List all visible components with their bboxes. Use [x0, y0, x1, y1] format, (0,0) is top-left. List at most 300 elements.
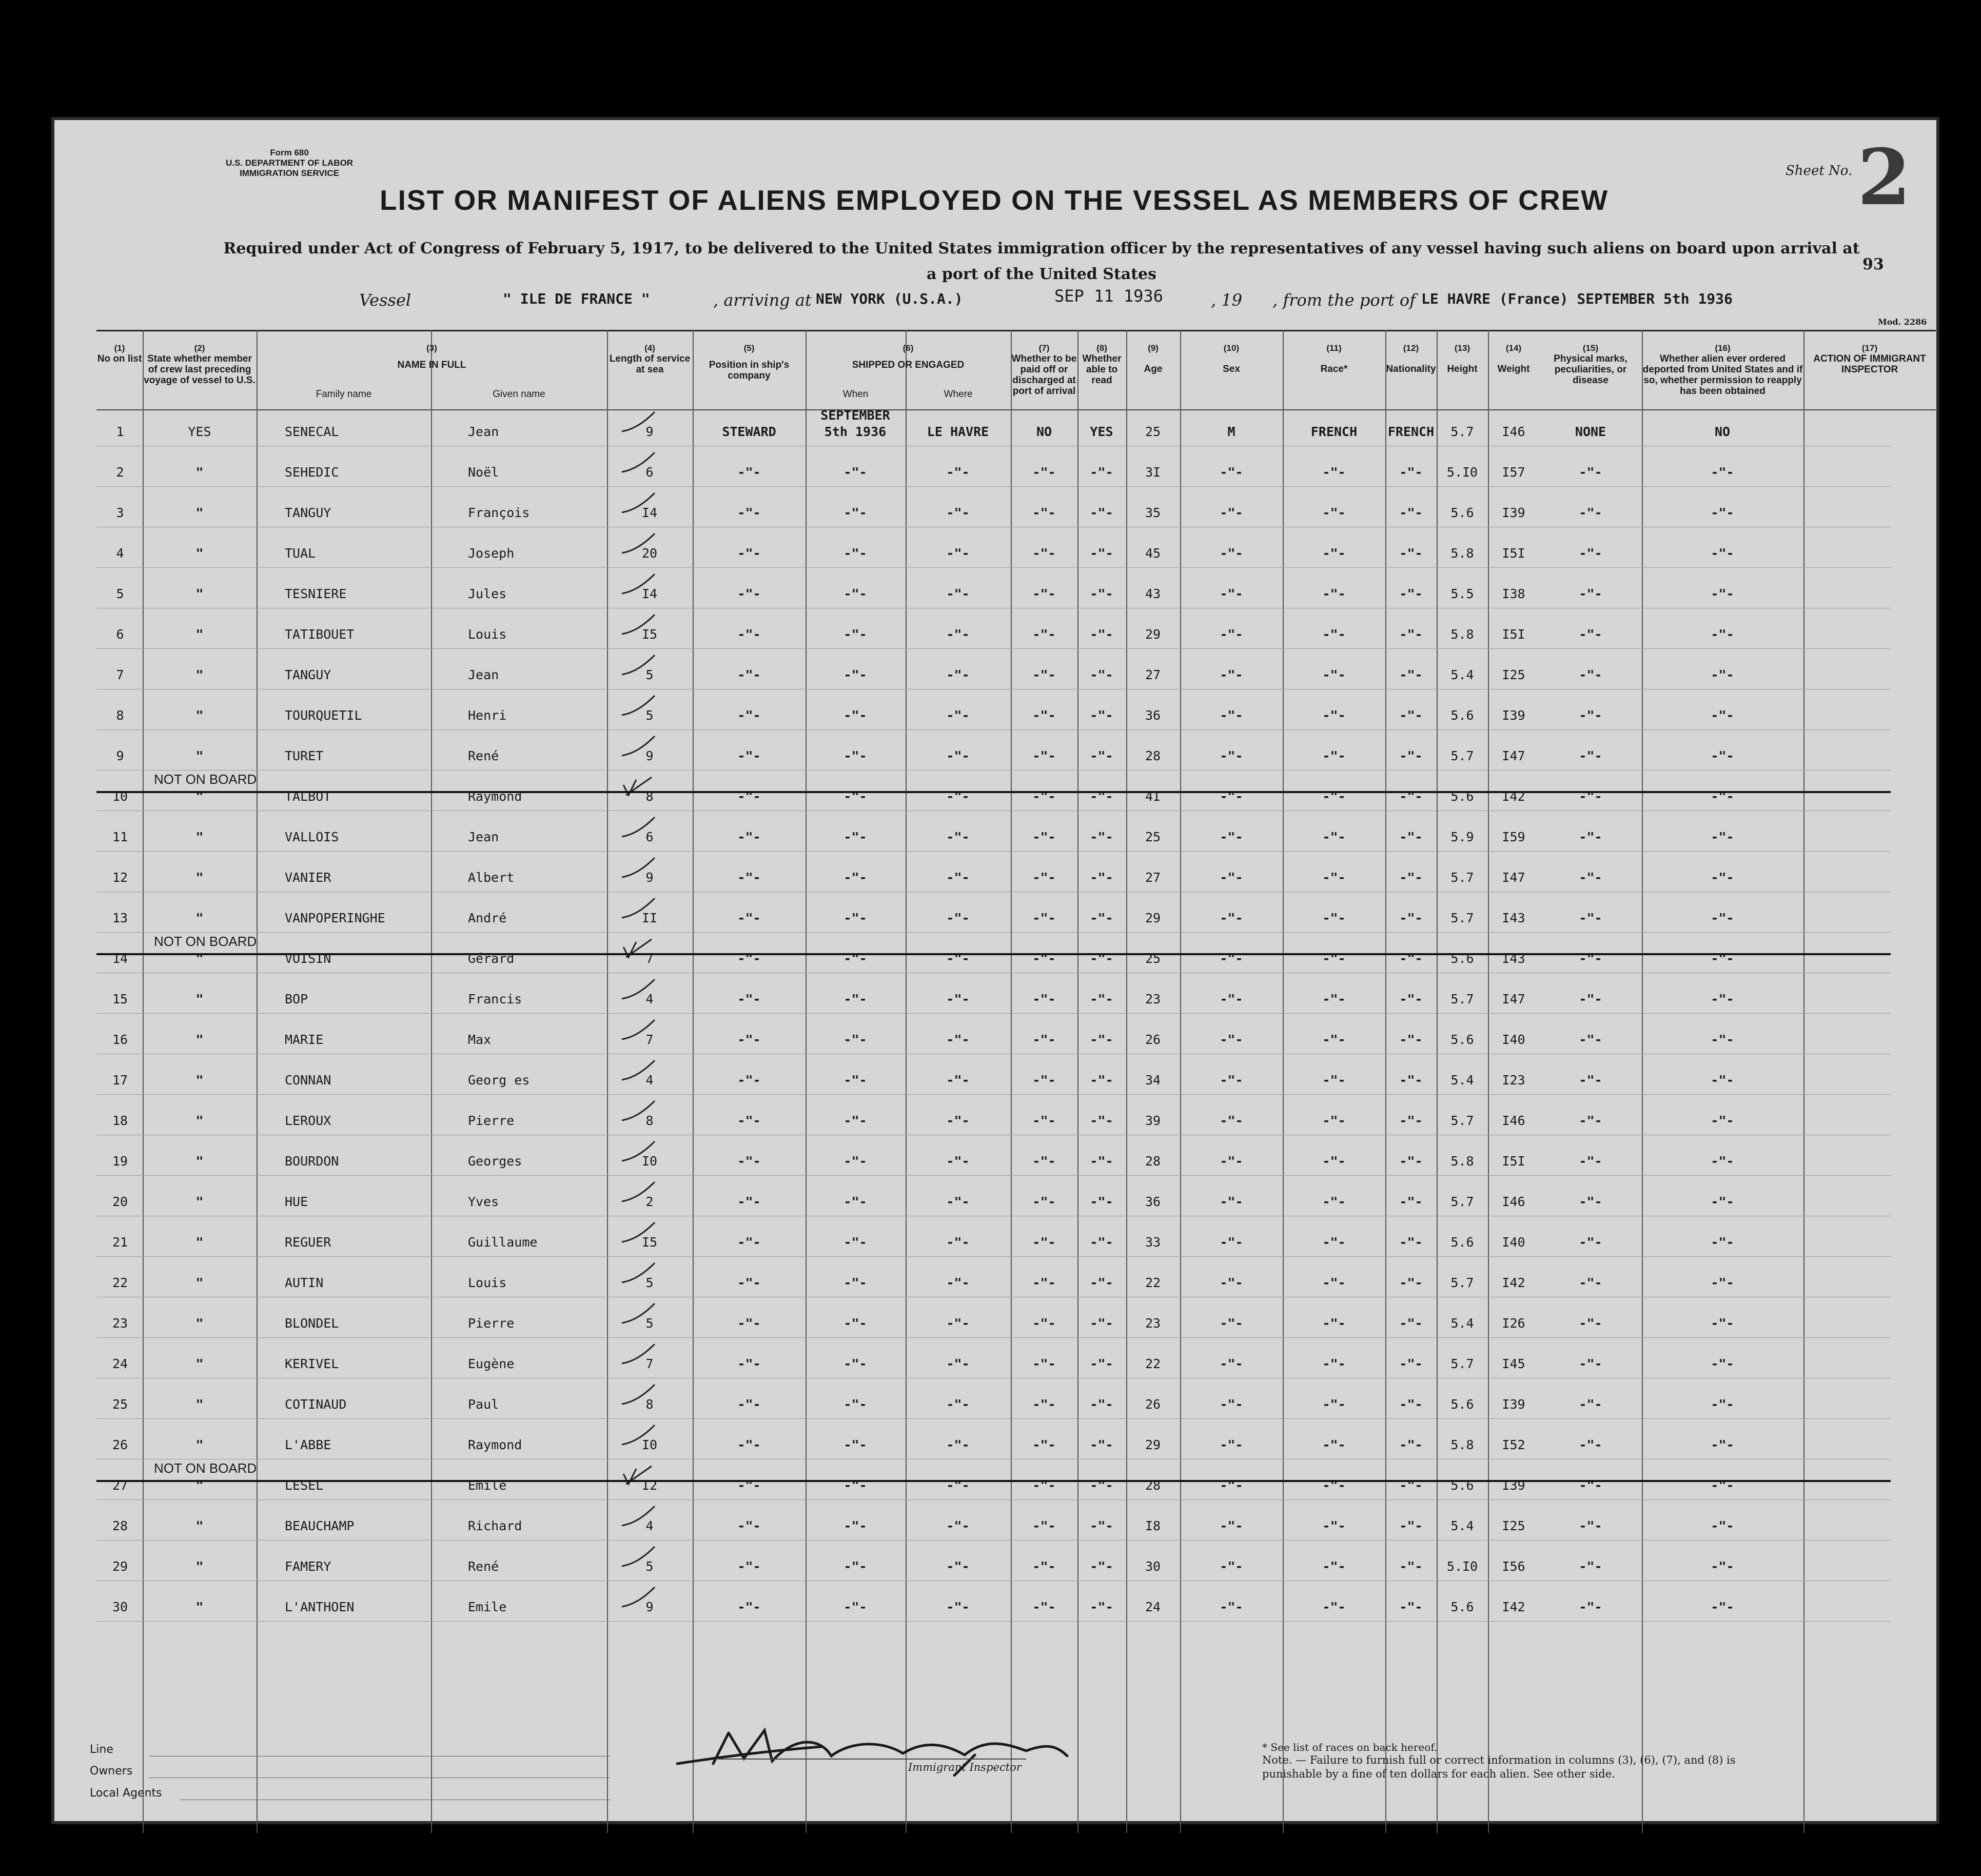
height-cell: 5.6: [1450, 1599, 1474, 1614]
given-name-cell: Jean: [468, 830, 499, 844]
ditto-cell: -"-: [737, 748, 761, 763]
ditto-cell: -"-: [1579, 505, 1602, 520]
check-mark: [621, 1139, 657, 1165]
ditto-cell: -"-: [844, 789, 867, 804]
check-mark: [621, 1261, 657, 1287]
crew-status-cell: ": [195, 1437, 204, 1452]
given-name-cell: Georges: [468, 1154, 522, 1169]
check-mark: [621, 653, 657, 679]
ditto-cell: -"-: [737, 627, 761, 642]
ditto-cell: -"-: [1322, 1154, 1346, 1169]
signature-line: [718, 1759, 1026, 1760]
ditto-cell: -"-: [1322, 789, 1346, 804]
ditto-cell: -"-: [946, 1316, 970, 1331]
ditto-cell: -"-: [1322, 992, 1346, 1006]
ditto-cell: -"-: [844, 667, 867, 682]
given-name-cell: Pierre: [468, 1113, 515, 1128]
department-name: U.S. DEPARTMENT OF LABOR: [226, 158, 354, 168]
service-length-cell: 7: [645, 951, 654, 966]
ditto-cell: -"-: [1399, 992, 1423, 1006]
ditto-cell: -"-: [1032, 667, 1056, 682]
service-length-cell: 5: [645, 667, 654, 682]
age-cell: 4I: [1145, 789, 1161, 804]
weight-cell: I38: [1502, 586, 1525, 601]
ditto-cell: -"-: [1711, 1235, 1734, 1250]
ditto-cell: -"-: [1711, 667, 1734, 682]
row-number: 29: [112, 1559, 128, 1574]
ditto-cell: -"-: [1220, 546, 1243, 561]
ditto-cell: -"-: [1579, 1194, 1602, 1209]
weight-cell: I42: [1502, 1275, 1525, 1290]
height-cell: 5.7: [1450, 1113, 1474, 1128]
crew-status-cell: ": [195, 1032, 204, 1047]
age-cell: 26: [1145, 1397, 1161, 1412]
row-number: 21: [112, 1235, 128, 1250]
ditto-cell: -"-: [1399, 911, 1423, 925]
crew-status-cell: ": [195, 748, 204, 763]
check-mark: [621, 1018, 657, 1043]
ditto-cell: -"-: [1399, 1073, 1423, 1088]
ditto-cell: -"-: [737, 1113, 761, 1128]
sheet-number: 2: [1857, 132, 1911, 223]
shipped-when-cell: 5th 1936: [824, 424, 887, 439]
ditto-cell: -"-: [1220, 1032, 1243, 1047]
ditto-cell: -"-: [1032, 1518, 1056, 1533]
ditto-cell: -"-: [946, 951, 970, 966]
table-row: [51, 892, 1891, 933]
ditto-cell: -"-: [1032, 1073, 1056, 1088]
ditto-cell: -"-: [1090, 789, 1113, 804]
service-length-cell: 20: [641, 546, 658, 561]
ditto-cell: -"-: [1220, 465, 1243, 480]
table-row: [51, 568, 1891, 608]
table-row: [51, 649, 1891, 689]
height-cell: 5.6: [1450, 1478, 1474, 1493]
col-deported-header: [1642, 343, 1803, 397]
ditto-cell: -"-: [1322, 586, 1346, 601]
ditto-cell: -"-: [1032, 1397, 1056, 1412]
ditto-cell: -"-: [1220, 870, 1243, 885]
col-label: Age: [1144, 364, 1163, 374]
given-name-cell: Louis: [468, 627, 507, 642]
corner-number: 93: [1862, 255, 1884, 273]
col-number: (16): [1715, 343, 1731, 353]
age-cell: 22: [1145, 1275, 1161, 1290]
able-to-read-cell: YES: [1090, 424, 1113, 439]
ditto-cell: -"-: [1399, 1316, 1423, 1331]
ditto-cell: -"-: [1399, 1194, 1423, 1209]
ditto-cell: -"-: [1090, 1559, 1113, 1574]
col-number: (15): [1582, 343, 1599, 353]
check-mark: [621, 856, 657, 881]
row-number: 2: [116, 465, 124, 480]
ditto-cell: -"-: [737, 1437, 761, 1452]
ditto-cell: -"-: [1220, 586, 1243, 601]
row-number: 23: [112, 1316, 128, 1331]
height-cell: 5.8: [1450, 627, 1474, 642]
ditto-cell: -"-: [946, 1154, 970, 1169]
strike-through-line: [96, 1480, 1891, 1482]
ditto-cell: -"-: [946, 1397, 970, 1412]
check-mark: [621, 1464, 657, 1489]
ditto-cell: -"-: [1322, 1032, 1346, 1047]
col-number: (10): [1223, 343, 1240, 353]
family-name-cell: TOURQUETIL: [285, 708, 362, 723]
ditto-cell: -"-: [844, 1599, 867, 1614]
ditto-cell: -"-: [1579, 1559, 1602, 1574]
service-length-cell: 5: [645, 1559, 654, 1574]
ditto-cell: -"-: [1090, 748, 1113, 763]
ditto-cell: -"-: [844, 1154, 867, 1169]
service-length-cell: 6: [645, 830, 654, 844]
service-length-cell: 9: [645, 870, 654, 885]
line-label: Line: [90, 1743, 113, 1756]
ditto-cell: -"-: [1711, 1397, 1734, 1412]
ditto-cell: -"-: [1220, 830, 1243, 844]
family-name-cell: SEHEDIC: [285, 465, 339, 480]
height-cell: 5.7: [1450, 1194, 1474, 1209]
ditto-cell: -"-: [1032, 1154, 1056, 1169]
age-cell: 34: [1145, 1073, 1161, 1088]
ditto-cell: -"-: [1090, 505, 1113, 520]
ditto-cell: -"-: [1399, 667, 1423, 682]
family-name-cell: TUAL: [285, 546, 316, 561]
ditto-cell: -"-: [1579, 992, 1602, 1006]
height-cell: 5.4: [1450, 1518, 1474, 1533]
ditto-cell: -"-: [1711, 1356, 1734, 1371]
note-text: — Failure to furnish full or correct information in columns (3), (6), (7), and (8) is punishable by a fine of ten dollars for each alien. See other side.: [1262, 1754, 1736, 1780]
family-name-cell: TANGUY: [285, 667, 331, 682]
ditto-cell: -"-: [1220, 627, 1243, 642]
ditto-cell: -"-: [1032, 586, 1056, 601]
physical-marks-cell: NONE: [1575, 424, 1606, 439]
ditto-cell: -"-: [1090, 870, 1113, 885]
check-mark: [621, 977, 657, 1003]
ditto-cell: -"-: [844, 1235, 867, 1250]
check-mark: [621, 775, 657, 800]
ditto-cell: -"-: [1711, 911, 1734, 925]
ditto-cell: -"-: [1579, 748, 1602, 763]
ditto-cell: -"-: [1579, 1235, 1602, 1250]
weight-cell: I25: [1502, 1518, 1525, 1533]
service-length-cell: 8: [645, 1113, 654, 1128]
given-name-cell: Yves: [468, 1194, 499, 1209]
ditto-cell: -"-: [1032, 1275, 1056, 1290]
col-label: Length of service at sea: [609, 353, 691, 375]
row-number: 26: [112, 1437, 128, 1452]
ditto-cell: -"-: [1399, 1113, 1423, 1128]
ditto-cell: -"-: [1090, 1356, 1113, 1371]
ditto-cell: -"-: [844, 1437, 867, 1452]
service-length-cell: 9: [645, 748, 654, 763]
ditto-cell: -"-: [1579, 1397, 1602, 1412]
ditto-cell: -"-: [1711, 627, 1734, 642]
ditto-cell: -"-: [1220, 748, 1243, 763]
vessel-name: " ILE DE FRANCE ": [503, 290, 650, 307]
height-cell: 5.6: [1450, 505, 1474, 520]
age-cell: 39: [1145, 1113, 1161, 1128]
ditto-cell: -"-: [1579, 667, 1602, 682]
ditto-cell: -"-: [1090, 992, 1113, 1006]
weight-cell: I39: [1502, 708, 1525, 723]
ditto-cell: -"-: [946, 1275, 970, 1290]
ditto-cell: -"-: [1711, 830, 1734, 844]
ditto-cell: -"-: [1032, 465, 1056, 480]
check-mark: [621, 1545, 657, 1570]
family-name-cell: L'ANTHOEN: [285, 1599, 355, 1614]
ditto-cell: -"-: [1711, 1518, 1734, 1533]
ditto-cell: -"-: [946, 1559, 970, 1574]
form-identifier: [226, 148, 353, 179]
ditto-cell: -"-: [1399, 870, 1423, 885]
ditto-cell: -"-: [946, 1032, 970, 1047]
weight-cell: I42: [1502, 1599, 1525, 1614]
service-length-cell: 5: [645, 708, 654, 723]
weight-cell: I46: [1502, 424, 1525, 439]
shipped-when-subheader: When: [842, 389, 869, 400]
col-number: (1): [114, 343, 125, 353]
ditto-cell: -"-: [1220, 708, 1243, 723]
ditto-cell: -"-: [737, 1235, 761, 1250]
col-weight-header: [1488, 343, 1539, 374]
col-label: Nationality: [1386, 364, 1436, 374]
ditto-cell: -"-: [1399, 1235, 1423, 1250]
ditto-cell: -"-: [844, 1275, 867, 1290]
ditto-cell: -"-: [1399, 586, 1423, 601]
height-cell: 5.7: [1450, 911, 1474, 925]
weight-cell: I43: [1502, 911, 1525, 925]
age-cell: 27: [1145, 870, 1161, 885]
col-number: (7): [1038, 343, 1050, 353]
row-number: 7: [116, 667, 124, 682]
family-name-cell: SENECAL: [285, 424, 339, 439]
ditto-cell: -"-: [1032, 1235, 1056, 1250]
ditto-cell: -"-: [1032, 1113, 1056, 1128]
ditto-cell: -"-: [946, 1599, 970, 1614]
weight-cell: I47: [1502, 748, 1525, 763]
ditto-cell: -"-: [946, 1194, 970, 1209]
ditto-cell: -"-: [1579, 1154, 1602, 1169]
ditto-cell: -"-: [1711, 465, 1734, 480]
ditto-cell: -"-: [1090, 911, 1113, 925]
ditto-cell: -"-: [946, 789, 970, 804]
not-on-board-note: NOT ON BOARD: [154, 934, 257, 949]
table-row: [51, 1095, 1891, 1135]
ditto-cell: -"-: [1579, 546, 1602, 561]
height-cell: 5.6: [1450, 789, 1474, 804]
col-label: Whether able to read: [1082, 353, 1122, 386]
ditto-cell: -"-: [1322, 465, 1346, 480]
ditto-cell: -"-: [737, 789, 761, 804]
page-title: LIST OR MANIFEST OF ALIENS EMPLOYED ON THE VESSEL AS MEMBERS OF CREW: [380, 184, 1609, 216]
col-number: (17): [1861, 343, 1878, 353]
family-name-cell: TALBOT: [285, 789, 331, 804]
col-label: No on list: [97, 353, 142, 364]
table-row: [51, 446, 1891, 487]
ditto-cell: -"-: [737, 1356, 761, 1371]
ditto-cell: -"-: [1220, 789, 1243, 804]
ditto-cell: -"-: [1322, 1235, 1346, 1250]
ditto-cell: -"-: [946, 708, 970, 723]
ditto-cell: -"-: [1220, 1235, 1243, 1250]
weight-cell: I39: [1502, 505, 1525, 520]
height-cell: 5.I0: [1446, 465, 1478, 480]
ditto-cell: -"-: [1711, 1559, 1734, 1574]
ditto-cell: -"-: [1322, 1518, 1346, 1533]
date-stamp: SEP 11 1936: [1054, 286, 1163, 306]
weight-cell: I5I: [1502, 627, 1525, 642]
service-length-cell: I2: [641, 1478, 658, 1493]
ditto-cell: -"-: [844, 1478, 867, 1493]
age-cell: 33: [1145, 1235, 1161, 1250]
crew-status-cell: ": [195, 1316, 204, 1331]
check-mark: [621, 450, 657, 476]
table-row: [51, 1581, 1891, 1622]
check-mark: [621, 815, 657, 841]
ditto-cell: -"-: [946, 748, 970, 763]
ditto-cell: -"-: [1711, 1194, 1734, 1209]
age-cell: I8: [1145, 1518, 1161, 1533]
ditto-cell: -"-: [1579, 789, 1602, 804]
ditto-cell: -"-: [737, 830, 761, 844]
family-name-cell: MARIE: [285, 1032, 324, 1047]
ditto-cell: -"-: [1711, 951, 1734, 966]
height-cell: 5.7: [1450, 1356, 1474, 1371]
family-name-cell: VOISIN: [285, 951, 331, 966]
ditto-cell: -"-: [844, 870, 867, 885]
ditto-cell: -"-: [1220, 1356, 1243, 1371]
weight-cell: I46: [1502, 1194, 1525, 1209]
from-port: LE HAVRE (France) SEPTEMBER 5th 1936: [1421, 290, 1733, 307]
family-name-cell: TATIBOUET: [285, 627, 355, 642]
form-number: Form 680: [270, 148, 309, 157]
ditto-cell: -"-: [844, 1113, 867, 1128]
row-number: 14: [112, 951, 128, 966]
ditto-cell: -"-: [1711, 586, 1734, 601]
page-subtitle: Required under Act of Congress of February 5, 1917, to be delivered to the United States immigration officer by the representatives of any vessel having such aliens on board upon arrival at a port of the United States: [223, 240, 1860, 283]
weight-cell: I46: [1502, 1113, 1525, 1128]
table-row: [51, 852, 1891, 892]
weight-cell: I59: [1502, 830, 1525, 844]
family-name-cell: VANPOPERINGHE: [285, 911, 385, 925]
height-cell: 5.6: [1450, 1397, 1474, 1412]
given-name-cell: Emile: [468, 1478, 507, 1493]
family-name-cell: CONNAN: [285, 1073, 331, 1088]
ditto-cell: -"-: [1711, 1073, 1734, 1088]
ditto-cell: -"-: [844, 1316, 867, 1331]
ditto-cell: -"-: [1032, 992, 1056, 1006]
ditto-cell: -"-: [844, 1518, 867, 1533]
crew-status-cell: ": [195, 627, 204, 642]
ditto-cell: -"-: [737, 870, 761, 885]
ditto-cell: -"-: [1032, 748, 1056, 763]
height-cell: 5.8: [1450, 546, 1474, 561]
note-label: Note.: [1262, 1754, 1292, 1766]
col-number: (12): [1403, 343, 1419, 353]
strike-through-line: [96, 791, 1891, 793]
col-label: Position in ship's company: [709, 360, 790, 381]
age-cell: 36: [1145, 708, 1161, 723]
ditto-cell: -"-: [1032, 830, 1056, 844]
ditto-cell: -"-: [1090, 465, 1113, 480]
given-name-cell: Pierre: [468, 1316, 515, 1331]
ditto-cell: -"-: [1032, 1032, 1056, 1047]
ditto-cell: -"-: [1032, 708, 1056, 723]
ditto-cell: -"-: [1711, 505, 1734, 520]
height-cell: 5.6: [1450, 708, 1474, 723]
ditto-cell: -"-: [1399, 830, 1423, 844]
ditto-cell: -"-: [1399, 1032, 1423, 1047]
ditto-cell: -"-: [1322, 951, 1346, 966]
row-number: 30: [112, 1599, 128, 1614]
row-number: 28: [112, 1518, 128, 1533]
ditto-cell: -"-: [1399, 546, 1423, 561]
weight-cell: I5I: [1502, 1154, 1525, 1169]
weight-cell: I52: [1502, 1437, 1525, 1452]
ditto-cell: -"-: [1322, 667, 1346, 682]
table-row: [51, 608, 1891, 649]
ditto-cell: -"-: [1220, 1194, 1243, 1209]
height-cell: 5.7: [1450, 424, 1474, 439]
check-mark: [621, 410, 657, 436]
weight-cell: I40: [1502, 1235, 1525, 1250]
ditto-cell: -"-: [1579, 1518, 1602, 1533]
ditto-cell: -"-: [946, 667, 970, 682]
ditto-cell: -"-: [1090, 1154, 1113, 1169]
check-mark: [621, 1423, 657, 1449]
crew-status-cell: ": [195, 911, 204, 925]
ditto-cell: -"-: [1399, 1599, 1423, 1614]
family-name-cell: BLONDEL: [285, 1316, 339, 1331]
family-name-cell: VANIER: [285, 870, 331, 885]
shipped-where-subheader: Where: [944, 389, 973, 400]
given-name-cell: Henri: [468, 708, 507, 723]
height-cell: 5.4: [1450, 667, 1474, 682]
crew-status-cell: ": [195, 1194, 204, 1209]
crew-status-cell: ": [195, 708, 204, 723]
crew-status-cell: ": [195, 1599, 204, 1614]
service-length-cell: 4: [645, 992, 654, 1006]
row-number: 18: [112, 1113, 128, 1128]
age-cell: 43: [1145, 586, 1161, 601]
not-on-board-note: NOT ON BOARD: [154, 772, 257, 787]
height-cell: 5.8: [1450, 1437, 1474, 1452]
ditto-cell: -"-: [1399, 505, 1423, 520]
ditto-cell: -"-: [946, 586, 970, 601]
col-number: (14): [1505, 343, 1522, 353]
ditto-cell: -"-: [737, 505, 761, 520]
weight-cell: I40: [1502, 1032, 1525, 1047]
ditto-cell: -"-: [1579, 1437, 1602, 1452]
given-name-cell: Paul: [468, 1397, 499, 1412]
row-rule: [96, 1621, 1891, 1622]
given-name-cell: Jules: [468, 586, 507, 601]
family-name-cell: VALLOIS: [285, 830, 339, 844]
ditto-cell: -"-: [1322, 911, 1346, 925]
height-cell: 5.7: [1450, 748, 1474, 763]
crew-status-cell: ": [195, 1275, 204, 1290]
ditto-cell: -"-: [1220, 951, 1243, 966]
col-label: Sex: [1223, 364, 1240, 374]
age-cell: 28: [1145, 1478, 1161, 1493]
family-name-cell: BOP: [285, 992, 308, 1006]
ditto-cell: -"-: [1399, 1154, 1423, 1169]
service-length-cell: I5: [641, 1235, 658, 1250]
given-name-cell: Eugène: [468, 1356, 515, 1371]
ditto-cell: -"-: [1220, 1478, 1243, 1493]
ditto-cell: -"-: [1090, 951, 1113, 966]
age-cell: 29: [1145, 627, 1161, 642]
